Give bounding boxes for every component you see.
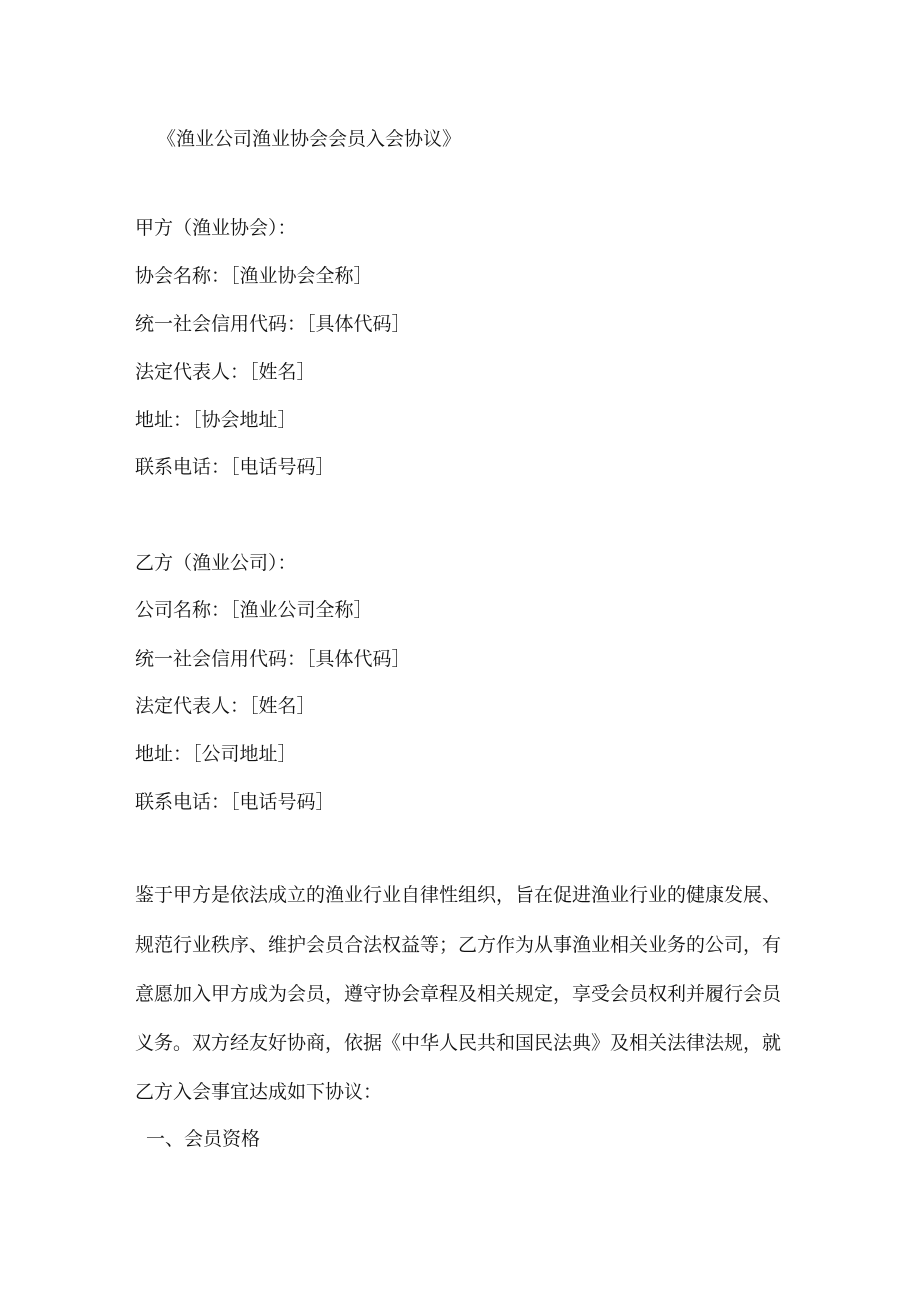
preamble-line: 乙方入会事宜达成如下协议： [135,1081,383,1103]
preamble-line: 规范行业秩序、维护会员合法权益等；乙方作为从事渔业相关业务的公司，有 [135,934,782,956]
preamble-line: 意愿加入甲方成为会员，遵守协会章程及相关规定，享受会员权利并履行会员 [135,983,782,1005]
party-a-name: 协会名称：［渔业协会全称］ [135,265,373,287]
preamble-line: 义务。双方经友好协商，依据《中华人民共和国民法典》及相关法律法规，就 [135,1032,782,1054]
document-title: 《渔业公司渔业协会会员入会协议》 [157,128,462,150]
party-b-address: 地址：［公司地址］ [135,743,297,765]
party-b-phone: 联系电话：［电话号码］ [135,791,335,813]
party-a-phone: 联系电话：［电话号码］ [135,456,335,478]
party-b-heading: 乙方（渔业公司）： [135,552,297,574]
preamble-line: 鉴于甲方是依法成立的渔业行业自律性组织，旨在促进渔业行业的健康发展、 [135,884,782,906]
party-b-name: 公司名称：［渔业公司全称］ [135,599,373,621]
section-heading: 一、会员资格 [146,1128,261,1150]
party-a-credit-code: 统一社会信用代码：［具体代码］ [135,313,411,335]
party-a-heading: 甲方（渔业协会）： [135,217,297,239]
party-b-legal-rep: 法定代表人：［姓名］ [135,695,316,717]
party-a-address: 地址：［协会地址］ [135,409,297,431]
party-a-legal-rep: 法定代表人：［姓名］ [135,361,316,383]
party-b-credit-code: 统一社会信用代码：［具体代码］ [135,648,411,670]
